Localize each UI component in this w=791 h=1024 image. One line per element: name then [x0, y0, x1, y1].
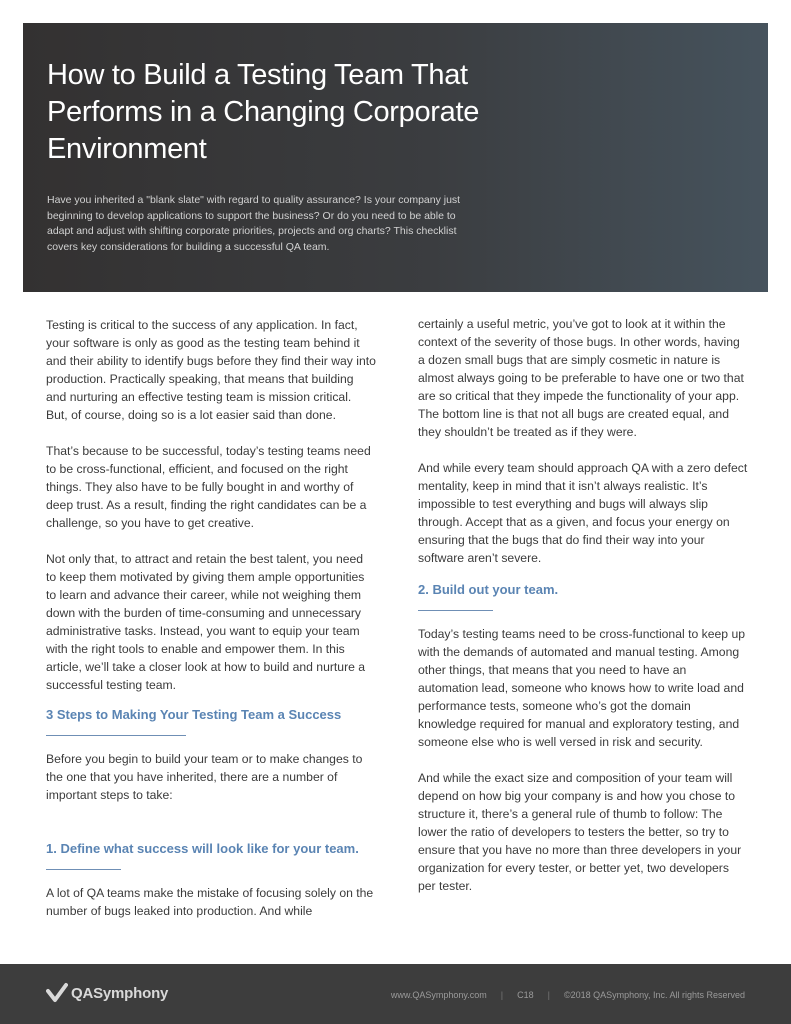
paragraph: And while the exact size and composition of your team will depend on how big your company is and how you chose to structure it, there’s a general rule of thumb to follow: The lower the ratio of developers to testers the better, so try to ensure that you have no more than three developers in your organization for every tester, or better yet, two developers per tester. — [418, 771, 742, 893]
copyright-text: ©2018 QASymphony, Inc. All rights Reserved — [563, 990, 745, 1000]
website-link[interactable]: www.QASymphony.com — [390, 990, 487, 1000]
paragraph: That’s because to be successful, today’s testing teams need to be cross-functional, efficient, and focused on the right things. They also have to be fully bought in and worthy of deep trust. As a result, finding the right candidates can be a challenge, so you have to get creative. — [46, 444, 371, 530]
intro-text: Have you inherited a "blank slate" with regard to quality assurance? Is your company just beginning to develop applications to support the business? Or do you need to be able to adapt and adjust with shifting corporate priorities, projects and org charts? This checklist covers key considerations for building a successful QA team. — [47, 194, 461, 253]
page-code: C18 — [517, 990, 534, 1000]
section-heading-steps: 3 Steps to Making Your Testing Team a Success — [46, 707, 342, 722]
paragraph: And while every team should approach QA with a zero defect mentality, keep in mind that it isn’t always realistic. It’s impossible to test everything and bugs will always slip through. Accept that as a given, and focus your energy on ensuring that the bugs that do find their way into your software aren’t severe. — [418, 461, 748, 565]
section-heading-build-team: 2. Build out your team. — [418, 582, 559, 597]
paragraph: A lot of QA teams make the mistake of focusing solely on the number of bugs leaked into production. And while — [46, 886, 374, 918]
separator: | — [500, 990, 504, 1000]
paragraph: certainly a useful metric, you’ve got to look at it within the context of the severity of those bugs. In other words, having a dozen small bugs that are simply cosmetic in nature is almost always going to be preferable to have one or two that are so critical that they impede the functionality of your app. The bottom line is that not all bugs are created equal, and they shouldn’t be treated as if they were. — [418, 317, 744, 439]
logo-wordmark: QASymphony — [71, 984, 169, 1002]
company-logo — [46, 982, 168, 1004]
left-column — [46, 316, 376, 938]
page-title: How to Build a Testing Team That Performs in a Changing Corporate Environment — [47, 59, 480, 165]
header-banner — [23, 23, 768, 292]
right-column — [418, 315, 748, 913]
paragraph: Before you begin to build your team or to make changes to the one that you have inherited, there are a number of important steps to take: — [46, 752, 363, 802]
page-footer — [0, 964, 791, 1024]
section-heading-define-success: 1. Define what success will look like for your team. — [46, 841, 359, 856]
separator: | — [547, 990, 550, 1000]
qasymphony-check-logo-icon — [46, 982, 68, 1004]
footer-meta — [391, 990, 745, 1000]
heading-underline — [46, 735, 186, 736]
paragraph: Today’s testing teams need to be cross-functional to keep up with the demands of automated and manual testing. Among other things, that means that you need to have an automation lead, someone who knows how to write load and performance tests, someone who’s got the domain knowledge required for manual and exploratory testing, and someone else who is well versed in risk and security. — [418, 627, 746, 749]
paragraph: Not only that, to attract and retain the best talent, you need to keep them motivated by giving them ample opportunities to learn and advance their career, while not weighing them down with the burden of time-consuming and unnecessary administrative tasks. Instead, you want to equip your team with the right tools to enable and empower them. In this article, we’ll take a closer look at how to build and nurture a successful testing team. — [46, 552, 366, 692]
heading-underline — [418, 610, 493, 611]
heading-underline — [46, 869, 121, 870]
paragraph: Testing is critical to the success of any application. In fact, your software is only as good as the testing team behind it and their ability to identify bugs before they find their way into production. Practically speaking, that means that building and nurturing an effective testing team is mission critical. But, of course, doing so is a lot easier said than done. — [46, 318, 376, 422]
